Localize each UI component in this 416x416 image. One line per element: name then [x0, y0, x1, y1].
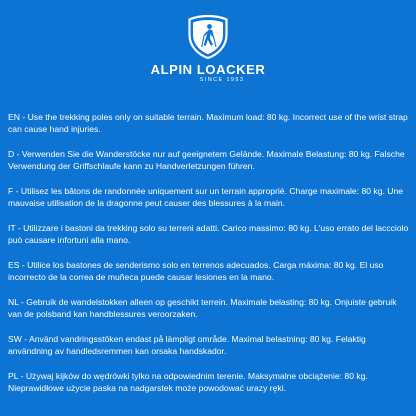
warning-nl: NL - Gebruik de wandelstokken alleen op geschikt terrein. Maximale belasting: 80 kg. Onjuiste gebruik van de polsband kan handblessures veroorzaken. — [8, 297, 397, 319]
warning-es: ES - Utilice los bastones de senderismo solo en terrenos adecuados. Carga máxima: 80 kg. El uso incorrecto de la correa de muñeca puede causar lesiones en la mano. — [8, 260, 384, 282]
warning-fr: F - Utilisez les bâtons de randonnée uniquement sur un terrain approprié. Charge maximale: 80 kg. Une mauvaise utilisation de la dragonne peut causer des blessures à la main. — [8, 186, 404, 208]
shield-hiker-icon — [187, 14, 229, 60]
warning-it: IT - Utilizzare i bastoni da trekking solo su terreni adatti. Carico massimo: 80 kg. L'uso errato del laccciolo può causare infortuni alla mano. — [8, 223, 409, 245]
warning-en: EN - Use the trekking poles only on suitable terrain. Maximum load: 80 kg. Incorrect use of the wrist strap can cause hand injuries. — [8, 112, 408, 134]
warnings-list — [8, 111, 410, 407]
warning-sw: SW - Använd vandringsstöken endast på lämpligt område. Maximal belastning: 80 kg. Felaktig användning av handledsremmen kan orsaka handskador. — [8, 334, 366, 356]
brand-logo — [0, 14, 416, 84]
brand-name: ALPIN LOACKER — [150, 62, 266, 77]
warning-pl: PL - Używaj kijków do wędrówki tylko na odpowiednim terenie. Maksymalne obciążenie: 80 kg. Nieprawidłowe użycie paska na nadgarstek może powodować urazy ręki. — [8, 371, 368, 393]
brand-since: SINCE 1993 — [199, 77, 245, 83]
warning-de: D - Verwenden Sie die Wanderstöcke nur auf geeignetem Gelände. Maximale Belastung: 80 kg. Falsche Verwendung der Griffschlaufe kann zu Handverletzungen führen. — [8, 149, 405, 171]
